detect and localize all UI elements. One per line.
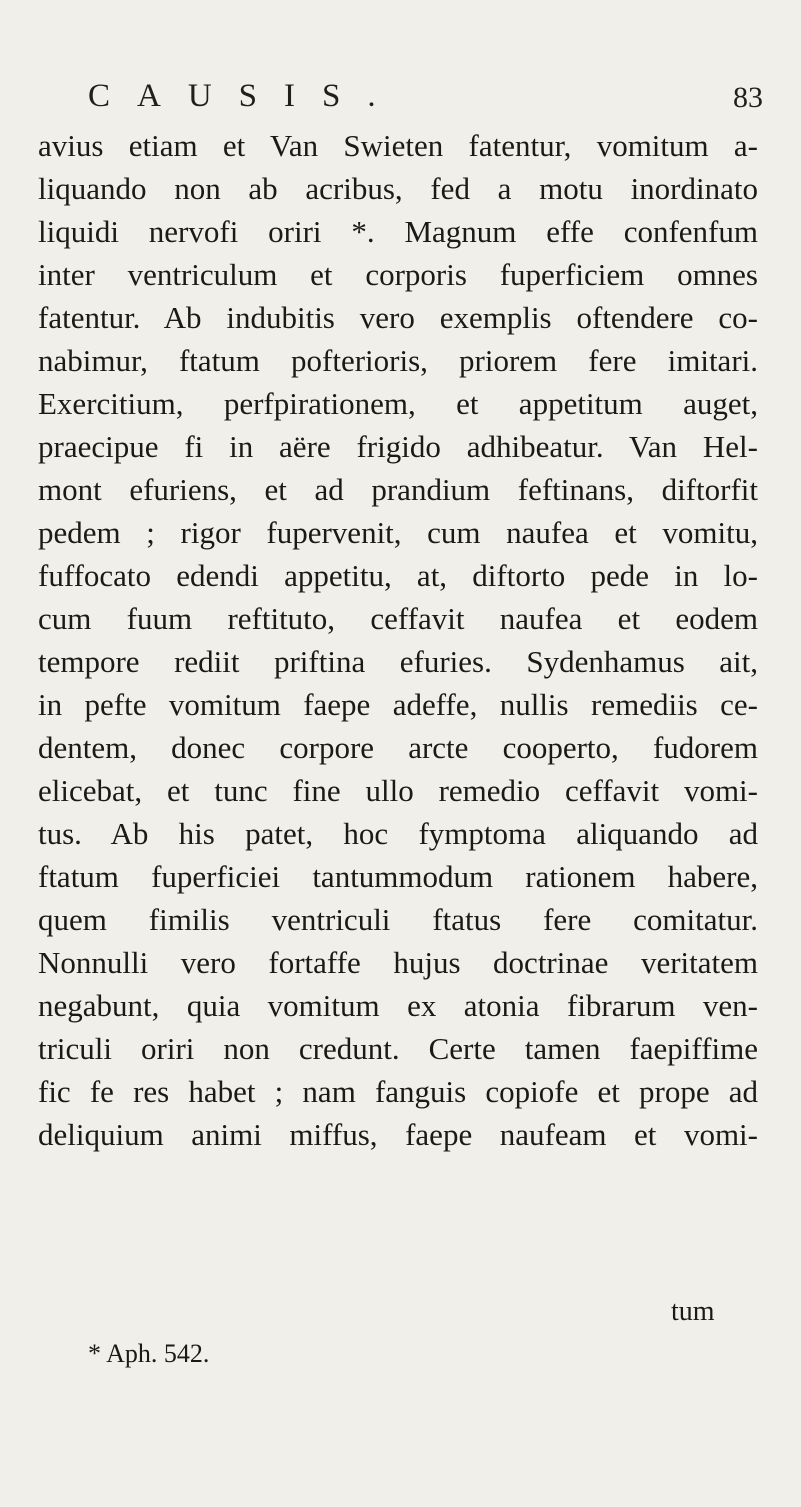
- text-line: liquando non ab acribus, fed a motu inordinato: [38, 171, 758, 206]
- text-line: ftatum fuperficiei tantummodum rationem habere,: [38, 859, 758, 894]
- text-line: praecipue fi in aëre frigido adhibeatur. Van Hel-: [38, 429, 758, 464]
- text-line: Nonnulli vero fortaffe hujus doctrinae veritatem: [38, 945, 758, 980]
- running-title: CAUSIS.: [88, 78, 403, 114]
- text-line: fic fe res habet ; nam fanguis copiofe et prope ad: [38, 1074, 758, 1109]
- text-line: nabimur, ftatum pofterioris, priorem fere imitari.: [38, 343, 758, 378]
- text-line: inter ventriculum et corporis fuperficiem omnes: [38, 257, 758, 292]
- text-line: Exercitium, perfpirationem, et appetitum auget,: [38, 386, 758, 421]
- text-line: deliquium animi miffus, faepe naufeam et vomi-: [38, 1117, 758, 1152]
- text-line: fuffocato edendi appetitu, at, diftorto pede in lo-: [38, 558, 758, 593]
- text-line: tus. Ab his patet, hoc fymptoma aliquando ad: [38, 816, 758, 851]
- text-line: elicebat, et tunc fine ullo remedio ceffavit vomi-: [38, 773, 758, 808]
- page-number: 83: [733, 81, 763, 114]
- text-line: negabunt, quia vomitum ex atonia fibrarum ven-: [38, 988, 758, 1023]
- text-line: quem fimilis ventriculi ftatus fere comitatur.: [38, 902, 758, 937]
- text-line: avius etiam et Van Swieten fatentur, vomitum a-: [38, 128, 758, 163]
- text-line: tempore rediit priftina efuries. Sydenhamus ait,: [38, 644, 758, 679]
- text-line: dentem, donec corpore arcte cooperto, fudorem: [38, 730, 758, 765]
- running-head: [88, 76, 788, 124]
- body-text: [38, 124, 758, 1156]
- text-line: triculi oriri non credunt. Certe tamen faepiffime: [38, 1031, 758, 1066]
- text-line: fatentur. Ab indubitis vero exemplis oftendere co-: [38, 300, 758, 335]
- catchword: tum: [671, 1296, 715, 1327]
- text-line: liquidi nervofi oriri *. Magnum effe confenfum: [38, 214, 758, 249]
- text-line: cum fuum reftituto, ceffavit naufea et eodem: [38, 601, 758, 636]
- text-line: pedem ; rigor fupervenit, cum naufea et vomitu,: [38, 515, 758, 550]
- footnote: * Aph. 542.: [88, 1339, 210, 1368]
- text-line: mont efuriens, et ad prandium feftinans, diftorfit: [38, 472, 758, 507]
- text-line: in pefte vomitum faepe adeffe, nullis remediis ce-: [38, 687, 758, 722]
